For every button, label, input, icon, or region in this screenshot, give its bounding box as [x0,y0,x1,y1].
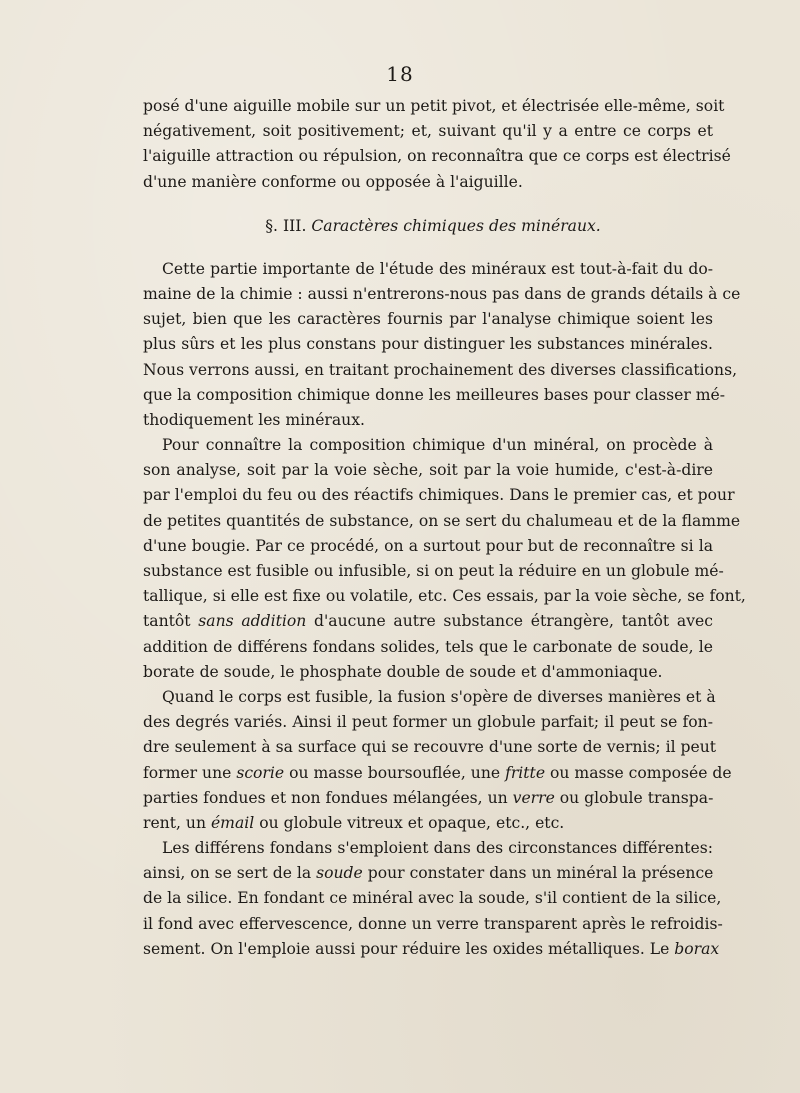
text-run: pour constater dans un minéral la présence [362,864,714,883]
text-line: Pour connaître la composition chimique d'un minéral, on procède à [162,436,713,455]
section-title: Caractères chimiques des minéraux. [311,216,601,235]
text-run: tantôt [143,612,199,631]
text-line [143,811,713,836]
text-line: il fond avec effervescence, donne un verre transparent après le refroidis- [143,914,723,933]
text-run: ainsi, on se sert de la [143,864,317,883]
page-number: 18 [386,62,414,86]
text-line: d'une bougie. Par ce procédé, on a surtout pour but de reconnaître si la [143,536,713,555]
italic-run: sans addition [198,612,307,631]
text-line: de la silice. En fondant ce minéral avec la soude, s'il contient de la silice, [143,889,722,908]
text-line: dre seulement à sa surface qui se recouvre d'une sorte de vernis; il peut [143,738,717,757]
text-line: Nous verrons aussi, en traitant prochainement des diverses classifications, [143,360,738,379]
text-run: ou masse boursouflée, une [284,763,506,782]
text-line: plus sûrs et les plus constans pour distinguer les substances minérales. [143,335,713,354]
text-line: sujet, bien que les caractères fournis par l'analyse chimique soient les [143,310,713,329]
text-line: que la composition chimique donne les meilleures bases pour classer mé- [143,385,726,404]
text-run: d'aucune autre substance étrangère, tantôt avec [306,612,713,631]
text-run: ou globule transpa- [554,788,714,807]
text-line: maine de la chimie : aussi n'entrerons-nous pas dans de grands détails à ce [143,284,741,303]
text-run: rent, un [143,813,211,832]
text-line: addition de différens fondans solides, tels que le carbonate de soude, le [143,637,713,656]
text-run: former une [143,763,237,782]
italic-run: verre [512,788,555,807]
text-line: thodiquement les minéraux. [143,410,365,429]
section-heading [143,207,713,245]
text-line: substance est fusible ou infusible, si on peut la réduire en un globule mé- [143,562,724,580]
text-line [143,786,713,811]
italic-run: soude [316,864,363,883]
text-line: Quand le corps est fusible, la fusion s'opère de diverses manières et à [162,687,716,706]
text-run: parties fondues et non fondues mélangées, un [143,788,513,807]
text-line: l'aiguille attraction ou répulsion, on reconnaîtra que ce corps est électrisé [143,147,731,166]
text-line: posé d'une aiguille mobile sur un petit pivot, et électrisée elle-même, soit [143,97,725,115]
text-run: ou globule vitreux et opaque, etc., etc. [254,813,565,832]
text-line: des degrés variés. Ainsi il peut former un globule parfait; il peut se fon- [143,713,713,732]
text-line [143,861,713,886]
italic-run: fritte [505,763,546,782]
text-line: borate de soude, le phosphate double de soude et d'ammoniaque. [143,662,663,681]
text-run: ou masse composée de [545,763,732,782]
text-line [143,937,720,962]
text-line: Cette partie importante de l'étude des minéraux est tout-à-fait du do- [162,259,713,278]
text-line: négativement, soit positivement; et, suivant qu'il y a entre ce corps et [143,122,713,141]
text-line [143,609,713,634]
section-number: §. III. [265,216,307,235]
italic-run: scorie [236,763,285,782]
text-line: d'une manière conforme ou opposée à l'aiguille. [143,172,523,191]
text-line: de petites quantités de substance, on se sert du chalumeau et de la flamme [143,511,741,530]
text-line: tallique, si elle est fixe ou volatile, etc. Ces essais, par la voie sèche, se font, [143,587,746,606]
text-line: par l'emploi du feu ou des réactifs chimiques. Dans le premier cas, et pour [143,486,735,505]
italic-run: borax [674,939,720,958]
text-line: Les différens fondans s'emploient dans des circonstances différentes: [162,839,713,858]
italic-run: émail [210,813,255,832]
text-line: son analyse, soit par la voie sèche, soit par la voie humide, c'est-à-dire [143,461,713,480]
text-run: sement. On l'emploie aussi pour réduire les oxides métalliques. Le [143,939,675,958]
page-text [143,94,746,962]
text-line [143,761,732,786]
